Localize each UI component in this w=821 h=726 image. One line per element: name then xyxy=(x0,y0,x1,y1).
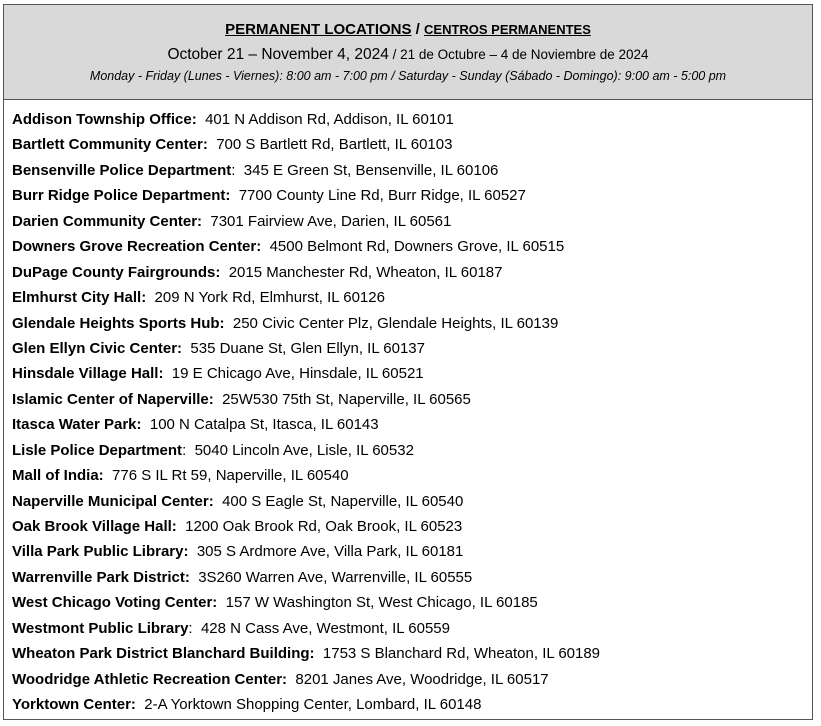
location-address: 19 E Chicago Ave, Hinsdale, IL 60521 xyxy=(171,365,424,383)
locations-table xyxy=(3,4,813,720)
location-address: 345 E Green St, Bensenville, IL 60106 xyxy=(243,161,499,179)
list-item xyxy=(12,209,808,234)
list-item xyxy=(12,183,808,208)
list-item xyxy=(12,438,808,463)
dates-separator: / xyxy=(388,47,401,62)
location-separator: : xyxy=(231,161,236,179)
location-address: 250 Civic Center Plz, Glendale Heights, IL 60139 xyxy=(232,314,559,332)
location-name: Naperville Municipal Center: xyxy=(12,492,214,510)
location-address: 7301 Fairview Ave, Darien, IL 60561 xyxy=(210,212,452,230)
list-item xyxy=(12,234,808,259)
title-spanish: CENTROS PERMANENTES xyxy=(424,22,591,37)
list-item xyxy=(12,463,808,488)
list-item xyxy=(12,336,808,361)
location-address: 3S260 Warren Ave, Warrenville, IL 60555 xyxy=(198,568,473,586)
page-title xyxy=(4,21,812,38)
list-item xyxy=(12,539,808,564)
list-item xyxy=(12,692,808,717)
location-address: 1753 S Blanchard Rd, Wheaton, IL 60189 xyxy=(322,645,601,663)
location-name: Warrenville Park District: xyxy=(12,568,190,586)
location-address: 1200 Oak Brook Rd, Oak Brook, IL 60523 xyxy=(185,518,463,535)
location-name: Darien Community Center: xyxy=(12,212,203,230)
location-address: 700 S Bartlett Rd, Bartlett, IL 60103 xyxy=(216,136,453,154)
location-name: Woodridge Athletic Recreation Center: xyxy=(12,670,288,688)
location-name: Wheaton Park District Blanchard Building: xyxy=(12,645,315,663)
hours-line: Monday - Friday (Lunes - Viernes): 8:00 am - 7:00 pm / Saturday - Sunday (Sábado - Domingo): 9:00 am - 5:00 pm xyxy=(89,69,727,83)
location-name: Mall of India: xyxy=(12,467,104,485)
location-name: Glen Ellyn Civic Center: xyxy=(12,339,183,357)
location-separator: : xyxy=(182,441,187,459)
location-name: Downers Grove Recreation Center: xyxy=(12,238,262,256)
list-item xyxy=(12,361,808,386)
location-name: Hinsdale Village Hall: xyxy=(12,365,164,383)
location-address: 305 S Ardmore Ave, Villa Park, IL 60181 xyxy=(196,543,464,561)
location-name: Yorktown Center: xyxy=(12,696,136,714)
location-address: 4500 Belmont Rd, Downers Grove, IL 60515 xyxy=(269,238,565,256)
list-item xyxy=(12,311,808,336)
list-item xyxy=(12,590,808,615)
location-name: Lisle Police Department xyxy=(12,441,183,459)
date-range xyxy=(4,46,812,64)
list-item xyxy=(12,616,808,641)
location-address: 428 N Cass Ave, Westmont, IL 60559 xyxy=(200,619,450,637)
location-address: 401 N Addison Rd, Addison, IL 60101 xyxy=(205,111,454,128)
location-address: 8201 Janes Ave, Woodridge, IL 60517 xyxy=(295,670,549,688)
location-name: Oak Brook Village Hall: xyxy=(12,518,177,535)
location-address: 100 N Catalpa St, Itasca, IL 60143 xyxy=(149,416,379,434)
location-address: 157 W Washington St, West Chicago, IL 60185 xyxy=(225,594,538,612)
location-name: Bensenville Police Department xyxy=(12,161,232,179)
list-item xyxy=(12,285,808,310)
location-name: Villa Park Public Library: xyxy=(12,543,189,561)
location-name: Itasca Water Park: xyxy=(12,416,142,434)
list-item xyxy=(12,132,808,157)
list-item xyxy=(12,158,808,183)
list-item xyxy=(12,387,808,412)
location-name: West Chicago Voting Center: xyxy=(12,594,218,612)
location-name: Addison Township Office: xyxy=(12,111,197,128)
location-name: Bartlett Community Center: xyxy=(12,136,208,154)
location-address: 535 Duane St, Glen Ellyn, IL 60137 xyxy=(190,339,425,357)
location-address: 25W530 75th St, Naperville, IL 60565 xyxy=(222,390,471,408)
list-item xyxy=(12,514,808,539)
title-separator: / xyxy=(411,21,425,38)
location-name: Burr Ridge Police Department: xyxy=(12,187,231,205)
list-item xyxy=(12,489,808,514)
location-name: DuPage County Fairgrounds: xyxy=(12,263,221,281)
location-address: 7700 County Line Rd, Burr Ridge, IL 60527 xyxy=(238,187,526,205)
list-item xyxy=(12,667,808,692)
location-address: 209 N York Rd, Elmhurst, IL 60126 xyxy=(154,289,385,307)
list-item xyxy=(12,412,808,437)
location-address: 5040 Lincoln Ave, Lisle, IL 60532 xyxy=(194,441,414,459)
table-header xyxy=(4,5,812,100)
dates-english: October 21 – November 4, 2024 xyxy=(167,46,389,63)
list-item xyxy=(12,641,808,666)
locations-list xyxy=(12,107,808,718)
location-name: Westmont Public Library xyxy=(12,619,189,637)
list-item xyxy=(12,260,808,285)
title-english: PERMANENT LOCATIONS xyxy=(225,21,412,38)
dates-spanish: 21 de Octubre – 4 de Noviembre de 2024 xyxy=(400,47,649,62)
location-address: 2015 Manchester Rd, Wheaton, IL 60187 xyxy=(228,263,503,281)
location-address: 400 S Eagle St, Naperville, IL 60540 xyxy=(222,492,464,510)
location-name: Islamic Center of Naperville: xyxy=(12,390,214,408)
location-name: Elmhurst City Hall: xyxy=(12,289,147,307)
location-separator: : xyxy=(188,619,193,637)
list-item xyxy=(12,107,808,132)
list-item xyxy=(12,565,808,590)
location-address: 2-A Yorktown Shopping Center, Lombard, IL 60148 xyxy=(144,696,482,714)
location-name: Glendale Heights Sports Hub: xyxy=(12,314,225,332)
location-address: 776 S IL Rt 59, Naperville, IL 60540 xyxy=(112,467,349,485)
